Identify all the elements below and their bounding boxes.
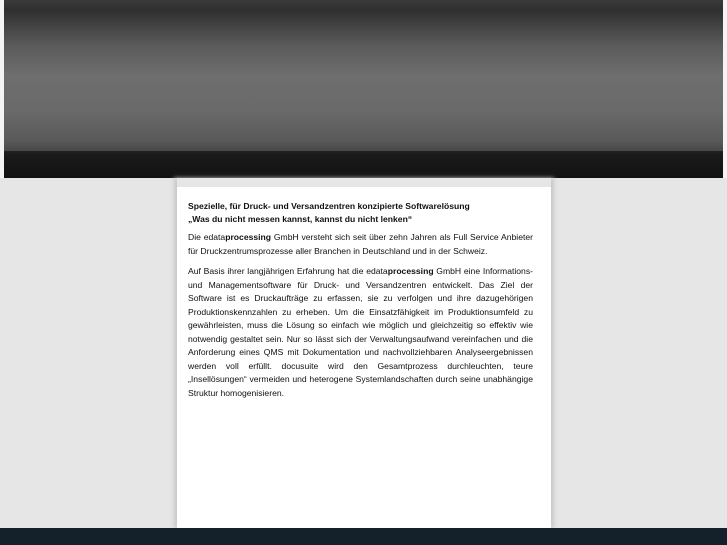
heading-line-2: „Was du nicht messen kannst, kannst du nicht lenken“ <box>188 214 413 224</box>
body-text-after: GmbH eine Informations- und Managementsoftware für Druck- und Versandzentren entwickelt. Das Ziel der Software ist es Druckaufträge zu erfassen, sie zu verfolgen und ihre dazugehörigen Produktionskennzahlen zu erheben. Um die Einsatzfähigkeit im Produktionsumfeld zu gewährleisten, muss die Lösung so einfach wie möglich und gleichzeitig so effektiv wie notwendig gestaltet sein. Nur so lässt sich der Verwaltungsaufwand vereinfachen und die Anforderung eines QMS mit Dokumentation und nachvollziehbaren Analyseergebnissen werden voll erfüllt. docusuite wird den Gesamtprozess durchleuchten, teure „Insellösungen“ vermeiden und heterogene Systemlandschaften durch seine unabhängige Struktur homogenisieren. <box>188 266 533 398</box>
intro-text-after: GmbH versteht sich seit über zehn Jahren als Full Service Anbieter für Druckzentrumsprozesse aller Branchen in Deutschland und in der Schweiz. <box>188 232 533 256</box>
brand-name-bold: processing <box>225 232 272 242</box>
body-paragraph <box>188 265 533 400</box>
article <box>188 200 533 400</box>
body-text-before: Auf Basis ihrer langjährigen Erfahrung hat die edata <box>188 266 388 276</box>
main-content-panel <box>177 178 551 528</box>
heading-line-1: Spezielle, für Druck- und Versandzentren konzipierte Softwarelösung <box>188 201 470 211</box>
intro-text-before: Die edata <box>188 232 226 242</box>
navigation-bar <box>0 151 727 178</box>
brand-name-bold: processing <box>387 266 434 276</box>
footer-bar <box>0 528 727 545</box>
intro-paragraph <box>188 231 533 258</box>
header-banner <box>0 0 727 155</box>
article-heading <box>188 200 533 226</box>
